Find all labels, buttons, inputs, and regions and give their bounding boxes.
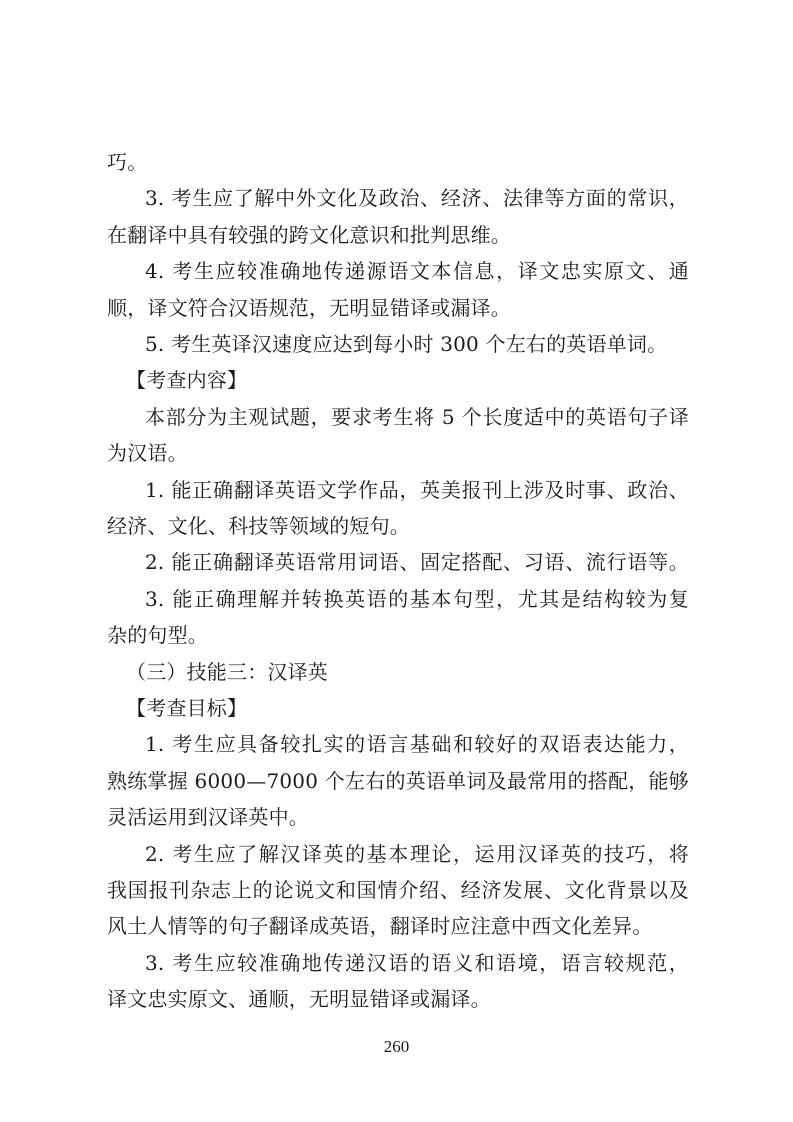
text-line: 顺，译文符合汉语规范，无明显错译或漏译。: [107, 296, 511, 320]
section-heading: 【考查内容】: [126, 368, 248, 392]
text-line: 为汉语。: [107, 441, 188, 465]
text-line: 经济、文化、科技等领域的短句。: [107, 514, 410, 538]
text-line: 巧。: [107, 150, 148, 174]
text-line: 3. 考生应了解中外文化及政治、经济、法律等方面的常识，: [145, 186, 689, 210]
text-line: 1. 考生应具备较扎实的语言基础和较好的双语表达能力，: [145, 732, 689, 756]
text-line: 3. 能正确理解并转换英语的基本句型，尤其是结构较为复: [145, 587, 689, 611]
text-line: 译文忠实原文、通顺，无明显错译或漏译。: [107, 987, 491, 1011]
text-line: 本部分为主观试题，要求考生将 5 个长度适中的英语句子译: [145, 405, 689, 429]
section-heading: （三）技能三：汉译英: [126, 660, 328, 684]
text-line: 1. 能正确翻译英语文学作品，英美报刊上涉及时事、政治、: [145, 478, 689, 502]
text-line: 我国报刊杂志上的论说文和国情介绍、经济发展、文化背景以及: [107, 878, 689, 902]
text-line: 2. 考生应了解汉译英的基本理论，运用汉译英的技巧，将: [145, 842, 689, 866]
text-line: 风土人情等的句子翻译成英语，翻译时应注意中西文化差异。: [107, 914, 653, 938]
text-line: 3. 考生应较准确地传递汉语的语义和语境，语言较规范，: [145, 951, 689, 975]
text-line: 熟练掌握 6000—7000 个左右的英语单词及最常用的搭配，能够: [107, 769, 689, 793]
text-line: 在翻译中具有较强的跨文化意识和批判思维。: [107, 223, 511, 247]
page-number: 260: [383, 1037, 410, 1056]
text-line: 4. 考生应较准确地传递源语文本信息，译文忠实原文、通: [145, 259, 689, 283]
section-heading: 【考查目标】: [126, 696, 248, 720]
text-line: 5. 考生英译汉速度应达到每小时 300 个左右的英语单词。: [145, 332, 668, 356]
text-line: 杂的句型。: [107, 623, 208, 647]
text-line: 2. 能正确翻译英语常用词语、固定搭配、习语、流行语等。: [145, 550, 689, 574]
text-line: 灵活运用到汉译英中。: [107, 805, 309, 829]
